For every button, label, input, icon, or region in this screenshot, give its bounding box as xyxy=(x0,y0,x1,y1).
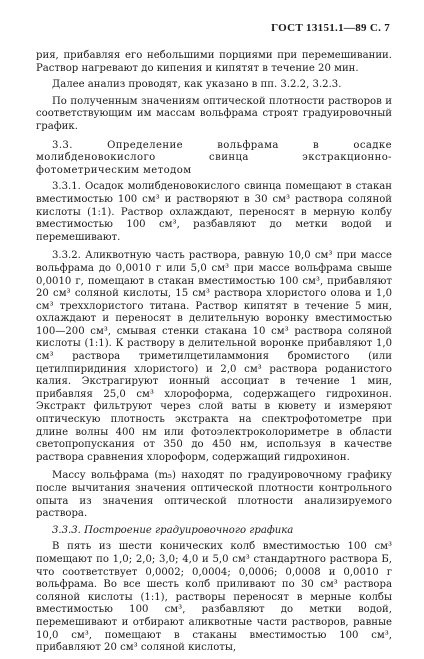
document-body xyxy=(36,50,392,659)
paragraph: По полученным значениям оптической плотности растворов и соответствующим им массам вольфрама строят градуировочный график. xyxy=(36,95,392,132)
paragraph: рия, прибавляя его небольшими порциями при перемешивании. Раствор нагревают до кипения и кипятят в течение 20 мин. xyxy=(36,50,392,74)
paragraph: Далее анализ проводят, как указано в пп. 3.2.2, 3.2.3. xyxy=(52,79,342,91)
page-header: ГОСТ 13151.1—89 С. 7 xyxy=(271,22,390,34)
section-heading: 3.3. Определение вольфрама в осадке молибденовокислого свинца экстракционно-фотометрическим методом xyxy=(36,139,392,176)
paragraph: 3.3.1. Осадок молибденовокислого свинца помещают в стакан вместимостью 100 см³ и растворяют в 30 см³ раствора соляной кислоты (1:1). Раствор охлаждают, переносят в мерную колбу вместимостью 100 см³, разбавляют до метки водой и перемешивают. xyxy=(36,181,392,243)
paragraph: 3.3.2. Аликвотную часть раствора, равную 10,0 см³ при массе вольфрама до 0,0010 г или 5,0 см³ при массе вольфрама свыше 0,0010 г, помещают в стакан вместимостью 100 см³, прибавляют 20 см³ соляной кислоты, 15 см³ раствора хлористого олова и 1,0 см³ треххлористого титана. Раствор кипятят в течение 5 мин, охлаждают и переносят в делительную воронку вместимостью 100—200 см³, смывая стенки стакана 10 см³ раствора соляной кислоты (1:1). К раствору в делительной воронке прибавляют 1,0 см³ раствора триметилцетиламмония бромистого (или цетилпиридиния хлористого) и 2,0 см³ раствора роданистого калия. Экстрагируют ионный ассоциат в течение 1 мин, прибавляя 25,0 см³ хлороформа, содержащего гидрохинон. Экстракт фильтруют через слой ваты в кювету и измеряют оптическую плотность экстракта на спектрофотометре при длине волны 400 нм или фотоэлектроколориметре в области светопропускания от 350 до 450 нм, используя в качестве раствора сравнения хлороформ, содержащий гидрохинон. xyxy=(36,250,392,463)
paragraph: Массу вольфрама (m₅) находят по градуировочному графику после вычитания значения оптической плотности контрольного опыта из значения оптической плотности анализируемого раствора. xyxy=(36,470,392,520)
subsection-heading: 3.3.3. Построение градуировочного графика xyxy=(52,524,294,536)
paragraph: В пять из шести конических колб вместимостью 100 см³ помещают по 1,0; 2,0; 3,0; 4,0 и 5,0 см³ стандартного раствора Б, что соответствует 0,0002; 0,0004; 0,0006; 0,0008 и 0,0010 г вольфрама. Во все шесть колб приливают по 30 см³ раствора соляной кислоты (1:1), растворы переносят в мерные колбы вместимостью 100 см³, разбавляют до метки водой, перемешивают и отбирают аликвотные части растворов, равные 10,0 см³, помещают в стаканы вместимостью 100 см³, прибавляют 20 см³ соляной кислоты, xyxy=(36,541,392,654)
